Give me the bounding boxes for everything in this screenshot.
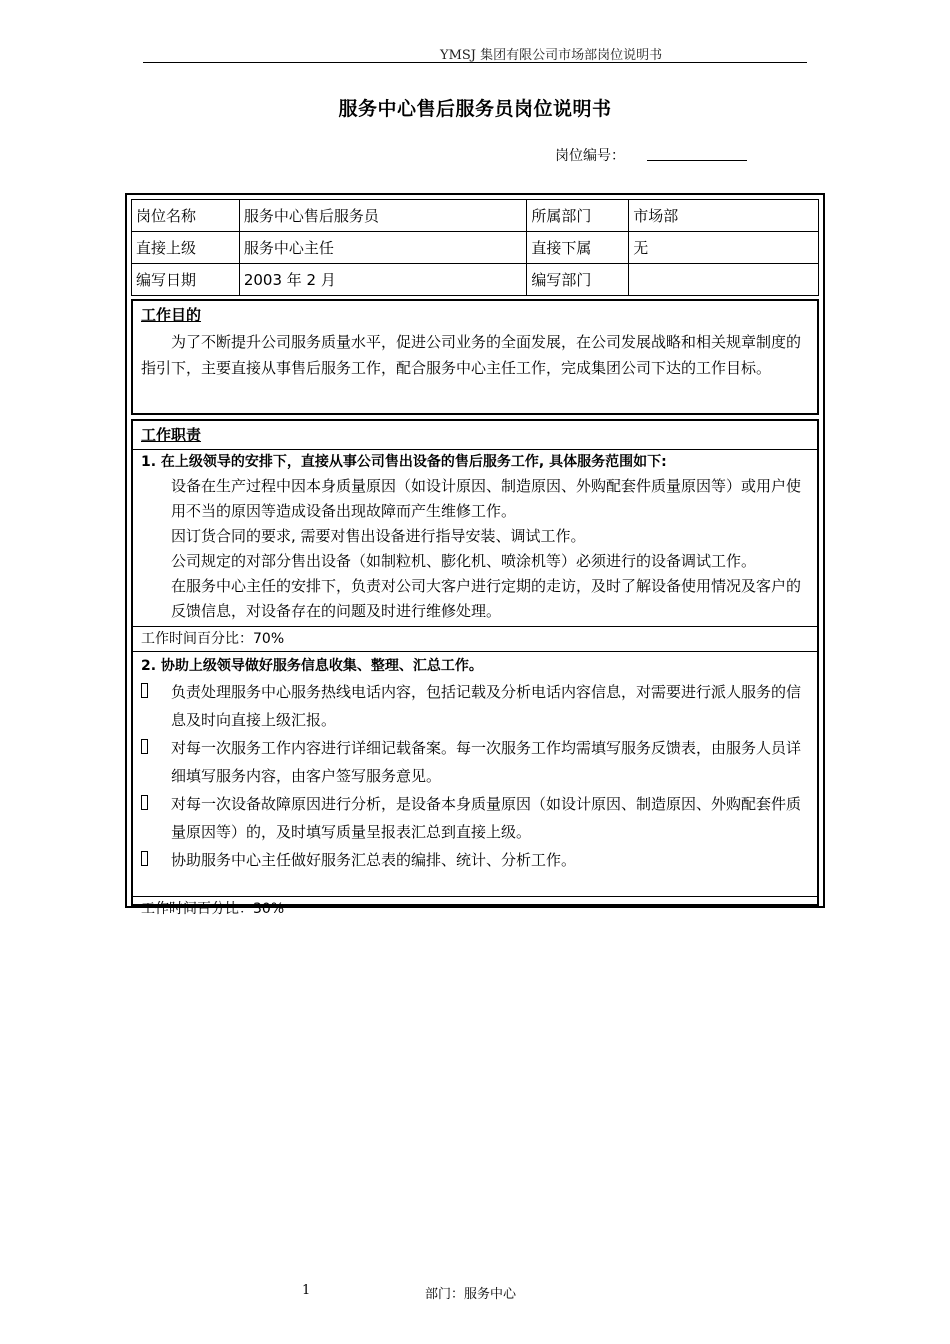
post-number-field bbox=[647, 160, 747, 161]
value-post-name: 服务中心售后服务员 bbox=[239, 200, 527, 232]
table-row bbox=[132, 264, 819, 296]
duty-heading-2: 2. 协助上级领导做好服务信息收集、整理、汇总工作。 bbox=[141, 658, 483, 674]
bullet-box-icon bbox=[141, 739, 148, 754]
value-direct-subordinate: 无 bbox=[629, 232, 819, 264]
work-purpose-section bbox=[131, 299, 819, 415]
list-item: 因订货合同的要求, 需要对售出设备进行指导安装、调试工作。 bbox=[171, 527, 586, 545]
list-item: 公司规定的对部分售出设备（如制粒机、膨化机、喷涂机等）必须进行的设备调试工作。 bbox=[171, 552, 757, 570]
list-item: 对每一次设备故障原因进行分析，是设备本身质量原因（如设计原因、制造原因、外购配套件质量原因等）的，及时填写质量呈报表汇总到直接上级。 bbox=[133, 790, 817, 846]
page-title: 服务中心售后服务员岗位说明书 bbox=[338, 98, 612, 120]
duty-heading-1: 1. 在上级领导的安排下，直接从事公司售出设备的售后服务工作, 具体服务范围如下: bbox=[141, 454, 667, 470]
page-number: 1 bbox=[302, 1283, 311, 1298]
work-time-percent-2: 工作时间百分比：30% bbox=[133, 896, 817, 921]
value-direct-superior: 服务中心主任 bbox=[239, 232, 527, 264]
bullet-box-icon bbox=[141, 683, 148, 698]
work-duties-section bbox=[131, 419, 819, 917]
job-info-table bbox=[131, 199, 819, 296]
header-divider bbox=[143, 62, 807, 63]
bullet-box-icon bbox=[141, 795, 148, 810]
table-row bbox=[132, 200, 819, 232]
post-number-label: 岗位编号： bbox=[555, 148, 625, 164]
footer-department: 部门：服务中心 bbox=[425, 1287, 517, 1302]
list-item: 对每一次服务工作内容进行详细记载备案。每一次服务工作均需填写服务反馈表，由服务人员详细填写服务内容，由客户签写服务意见。 bbox=[133, 734, 817, 790]
list-item: 负责处理服务中心服务热线电话内容，包括记载及分析电话内容信息，对需要进行派人服务的信息及时向直接上级汇报。 bbox=[133, 678, 817, 734]
value-written-department bbox=[629, 264, 819, 296]
work-duties-title: 工作职责 bbox=[133, 421, 817, 450]
label-direct-superior: 直接上级 bbox=[132, 232, 240, 264]
document-header: YMSJ 集团有限公司市场部岗位说明书 bbox=[440, 48, 663, 63]
work-time-percent-1: 工作时间百分比：70% bbox=[133, 626, 817, 652]
work-purpose-title: 工作目的 bbox=[141, 306, 202, 324]
work-purpose-text: 为了不断提升公司服务质量水平，促进公司业务的全面发展，在公司发展战略和相关规章制度的指引下，主要直接从事售后服务工作，配合服务中心主任工作，完成集团公司下达的工作目标。 bbox=[141, 333, 802, 377]
list-item: 设备在生产过程中因本身质量原因（如设计原因、制造原因、外购配套件质量原因等）或用户使用不当的原因等造成设备出现故障而产生维修工作。 bbox=[171, 477, 802, 520]
label-written-date: 编写日期 bbox=[132, 264, 240, 296]
value-department: 市场部 bbox=[629, 200, 819, 232]
label-post-name: 岗位名称 bbox=[132, 200, 240, 232]
table-row bbox=[132, 232, 819, 264]
list-item: 在服务中心主任的安排下，负责对公司大客户进行定期的走访，及时了解设备使用情况及客户的反馈信息，对设备存在的问题及时进行维修处理。 bbox=[171, 577, 802, 620]
job-description-frame bbox=[125, 193, 825, 917]
label-direct-subordinate: 直接下属 bbox=[527, 232, 629, 264]
bullet-box-icon bbox=[141, 851, 148, 866]
value-written-date: 2003 年 2 月 bbox=[239, 264, 527, 296]
label-written-department: 编写部门 bbox=[527, 264, 629, 296]
label-department: 所属部门 bbox=[527, 200, 629, 232]
list-item: 协助服务中心主任做好服务汇总表的编排、统计、分析工作。 bbox=[133, 846, 817, 874]
